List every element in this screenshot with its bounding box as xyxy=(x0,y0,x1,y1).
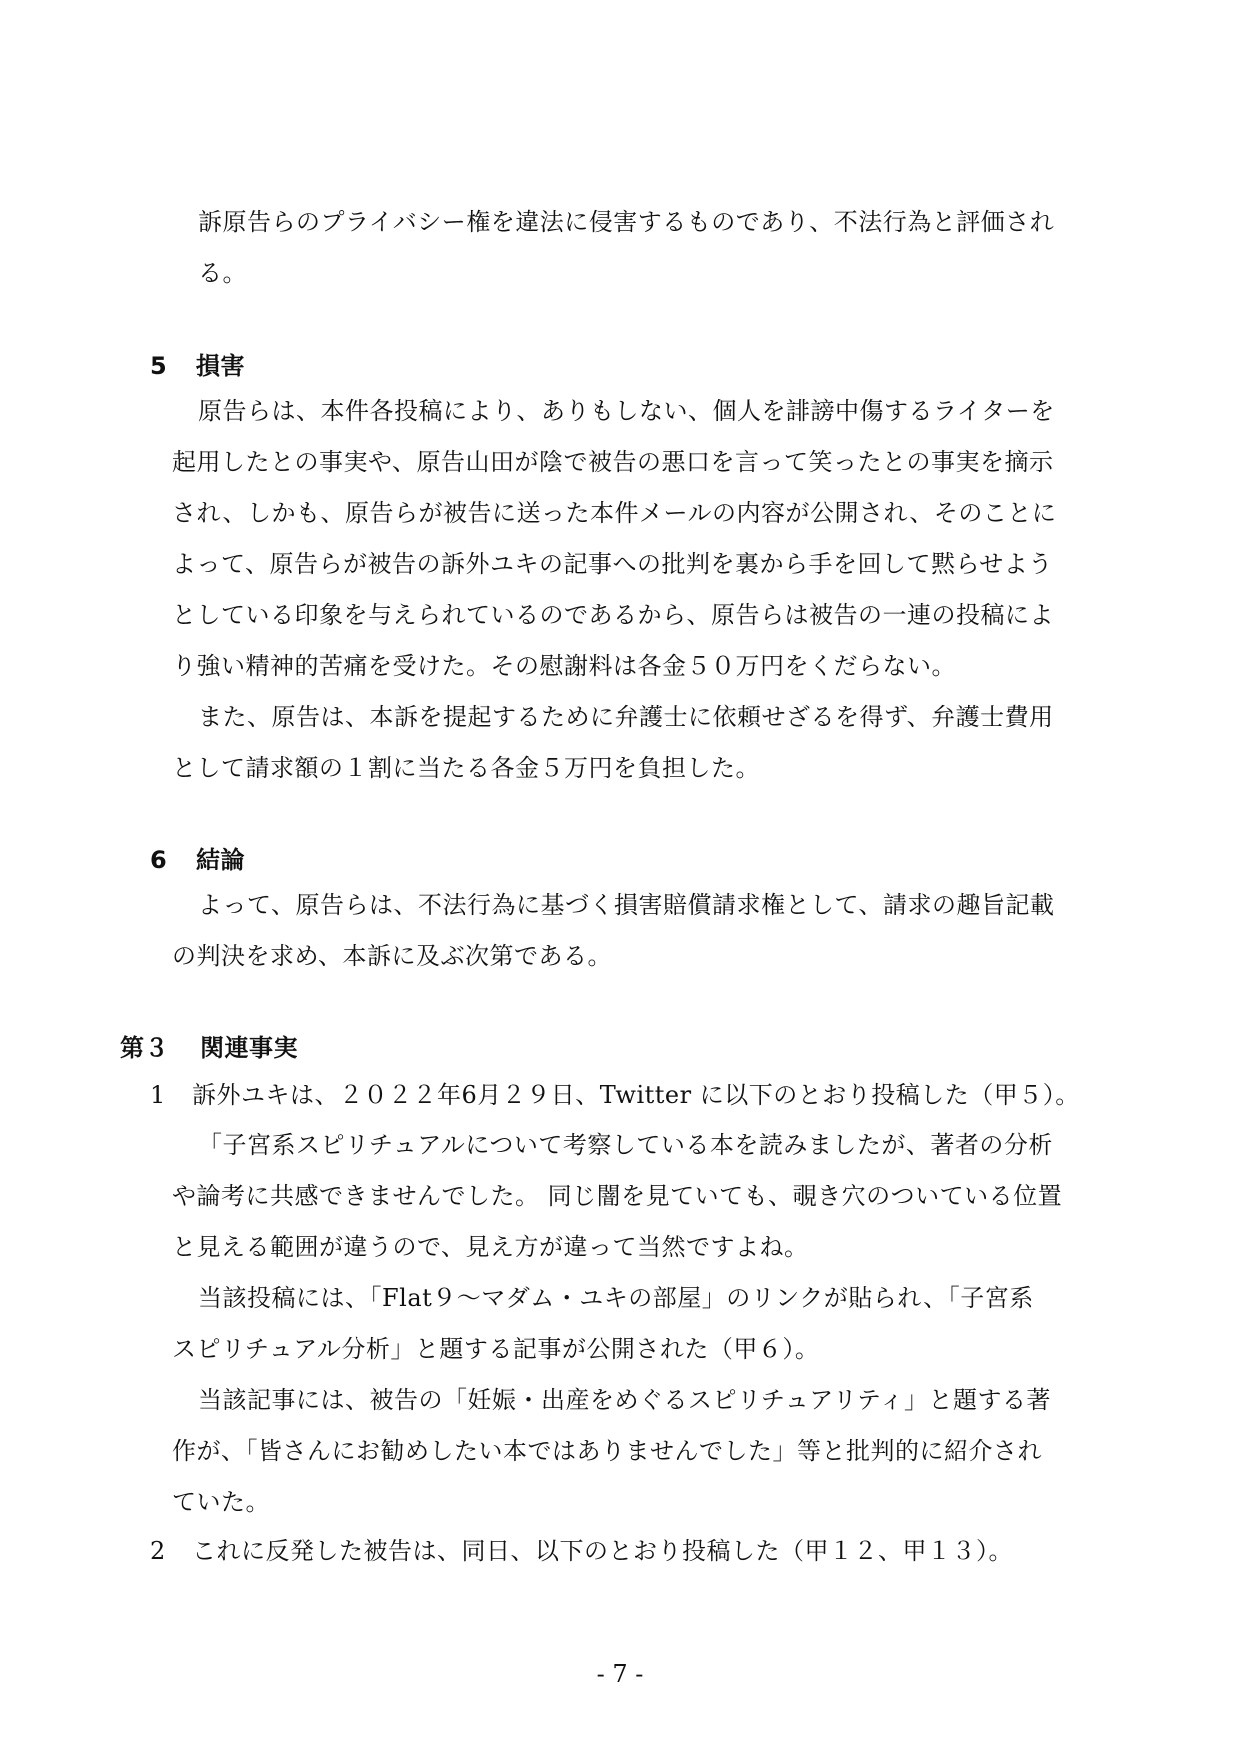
part-3-line-5: スピリチュアル分析」と題する記事が公開された（甲６）。 xyxy=(172,1335,820,1363)
part-3-item-1-text: 訴外ユキは、２０２２年6月２９日、Twitter に以下のとおり投稿した（甲５）。 xyxy=(192,1081,1080,1109)
part-3-item-2-text: これに反発した被告は、同日、以下のとおり投稿した（甲１２、甲１３）。 xyxy=(192,1537,1013,1565)
section-6-line-1: よって、原告らは、不法行為に基づく損害賠償請求権として、請求の趣旨記載 xyxy=(198,891,1055,919)
part-3-item-2-number: 2 xyxy=(150,1537,166,1565)
part-3-number: 第３ xyxy=(120,1034,169,1062)
section-5-number: 5 xyxy=(150,352,168,380)
page-number: - 7 - xyxy=(596,1660,644,1688)
part-3-line-3: と見える範囲が違うので、見え方が違って当然ですよね。 xyxy=(172,1233,809,1261)
section-5-heading xyxy=(150,351,245,381)
section-5-title: 損害 xyxy=(196,352,245,380)
section-5-line-8: として請求額の１割に当たる各金５万円を負担した。 xyxy=(172,754,760,782)
part-3-item-2 xyxy=(150,1536,1013,1566)
part-3-item-1-number: 1 xyxy=(150,1081,166,1109)
part-3-title: 関連事実 xyxy=(200,1034,298,1062)
part-3-line-8: ていた。 xyxy=(172,1488,270,1516)
section-6-number: 6 xyxy=(150,846,168,874)
part-3-line-1: 「子宮系スピリチュアルについて考察している本を読みましたが、著者の分析 xyxy=(198,1131,1053,1159)
section-5-line-7: また、原告は、本訴を提起するために弁護士に依頼せざるを得ず、弁護士費用 xyxy=(198,703,1054,731)
part-3-line-2: や論考に共感できませんでした。 同じ闇を見ていても、覗き穴のついている位置 xyxy=(172,1182,1063,1210)
section-5-line-5: としている印象を与えられているのであるから、原告らは被告の一連の投稿によ xyxy=(172,601,1054,629)
section-5-line-6: り強い精神的苦痛を受けた。その慰謝料は各金５０万円をくだらない。 xyxy=(172,652,956,680)
section-6-title: 結論 xyxy=(196,846,245,874)
intro-line-1: 訴原告らのプライバシー権を違法に侵害するものであり、不法行為と評価され xyxy=(198,208,1055,236)
part-3-line-7: 作が、「皆さんにお勧めしたい本ではありませんでした」等と批判的に紹介され xyxy=(172,1437,1042,1465)
section-5-line-4: よって、原告らが被告の訴外ユキの記事への批判を裏から手を回して黙らせよう xyxy=(172,550,1053,578)
part-3-item-1 xyxy=(150,1080,1080,1110)
part-3-line-6: 当該記事には、被告の「妊娠・出産をめぐるスピリチュアリティ」と題する著 xyxy=(198,1386,1051,1414)
section-5-line-3: され、しかも、原告らが被告に送った本件メールの内容が公開され、そのことに xyxy=(172,499,1057,527)
part-3-heading xyxy=(120,1033,298,1063)
section-5-line-2: 起用したとの事実や、原告山田が陰で被告の悪口を言って笑ったとの事実を摘示 xyxy=(172,448,1054,476)
section-6-heading xyxy=(150,845,245,875)
section-5-line-1: 原告らは、本件各投稿により、ありもしない、個人を誹謗中傷するライターを xyxy=(198,397,1055,425)
section-6-line-2: の判決を求め、本訴に及ぶ次第である。 xyxy=(172,942,613,970)
part-3-line-4: 当該投稿には、「Flat９〜マダム・ユキの部屋」のリンクが貼られ、「子宮系 xyxy=(198,1284,1034,1312)
intro-line-2: る。 xyxy=(198,259,247,287)
